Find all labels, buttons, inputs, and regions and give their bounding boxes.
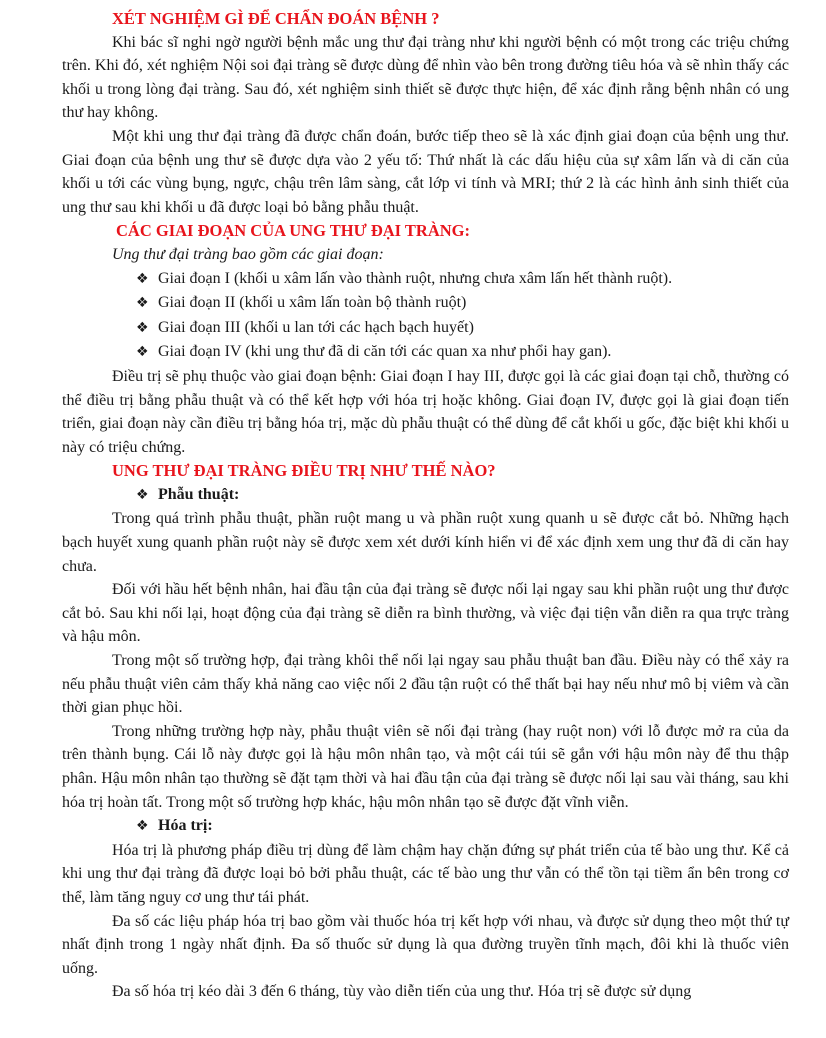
chemo-paragraph-3: Đa số hóa trị kéo dài 3 đến 6 tháng, tùy vào diễn tiến của ung thư. Hóa trị sẽ được sử dụng bbox=[112, 983, 692, 1001]
chemo-subheading bbox=[62, 814, 789, 839]
chemo-paragraph-2: Đa số các liệu pháp hóa trị bao gồm vài thuốc hóa trị kết hợp với nhau, và được sử dụng theo một thứ tự nhất định trong 1 ngày nhất định. Đa số thuốc sử dụng là qua đường truyền tĩnh mạch, đôi khi là thuốc viên uống. bbox=[62, 912, 789, 977]
diagnosis-paragraph-2: Một khi ung thư đại tràng đã được chẩn đoán, bước tiếp theo sẽ là xác định giai đoạn của bệnh ung thư. Giai đoạn của bệnh ung thư sẽ được dựa vào 2 yếu tố: Thứ nhất là các dấu hiệu của sự xâm lấn và di căn của khối u tới các vùng bụng, ngực, chậu trên lâm sàng, cắt lớp vi tính và MRI; thứ 2 là các hình ảnh sinh thiết của ung thư sau khi khối u đã được loại bỏ bằng phẫu thuật. bbox=[62, 127, 789, 216]
heading-treatment: UNG THƯ ĐẠI TRÀNG ĐIỀU TRỊ NHƯ THẾ NÀO? bbox=[112, 461, 496, 481]
diamond-bullet-icon: ❖ bbox=[136, 344, 149, 361]
surgery-subheading bbox=[62, 483, 789, 508]
list-item bbox=[136, 340, 789, 365]
list-item bbox=[136, 316, 789, 341]
stages-paragraph-1: Điều trị sẽ phụ thuộc vào giai đoạn bệnh: Giai đoạn I hay III, được gọi là các giai đoạn tại chỗ, thường có thể điều trị bằng phẫu thuật và có thể kết hợp với hóa trị hoặc không. Giai đoạn IV, được gọi là giai đoạn tiến triển, giai đoạn này cần điều trị bằng hóa trị, mặc dù phẫu thuật có thể dùng để cắt khối u gốc, đặc biệt khi khối u này có triệu chứng. bbox=[62, 367, 789, 456]
list-item bbox=[136, 291, 789, 316]
diamond-bullet-icon: ❖ bbox=[136, 295, 149, 312]
surgery-paragraph-2: Đối với hầu hết bệnh nhân, hai đầu tận của đại tràng sẽ được nối lại ngay sau khi phần ruột ung thư được cắt bỏ. Sau khi nối lại, hoạt động của đại tràng sẽ diễn ra bình thường, và việc đại tiện vẫn diễn ra qua trực tràng và hậu môn. bbox=[62, 581, 789, 646]
chemo-paragraph-1: Hóa trị là phương pháp điều trị dùng để làm chậm hay chặn đứng sự phát triển của tế bào ung thư. Kể cả khi ung thư đại tràng đã được loại bỏ bởi phẫu thuật, các tế bào ung thư vẫn có thể tồn tại tiềm ẩn bên trong cơ thể, làm tăng nguy cơ ung thư tái phát. bbox=[62, 841, 789, 906]
diamond-bullet-icon: ❖ bbox=[136, 270, 149, 287]
stages-intro: Ung thư đại tràng bao gồm các giai đoạn: bbox=[112, 245, 384, 263]
stage-label: Giai đoạn III (khối u lan tới các hạch bạch huyết) bbox=[158, 318, 474, 336]
diamond-bullet-icon: ❖ bbox=[136, 486, 149, 503]
heading-stages: CÁC GIAI ĐOẠN CỦA UNG THƯ ĐẠI TRÀNG: bbox=[116, 221, 471, 241]
chemo-title: Hóa trị: bbox=[158, 817, 213, 835]
stage-label: Giai đoạn IV (khi ung thư đã di căn tới các quan xa như phổi hay gan). bbox=[158, 343, 612, 361]
diagnosis-paragraph-1: Khi bác sĩ nghi ngờ người bệnh mắc ung thư đại tràng như khi người bệnh có một trong các triệu chứng trên. Khi đó, xét nghiệm Nội soi đại tràng sẽ được dùng để nhìn vào bên trong đường tiêu hóa và sẽ nhìn thấy các khối u trong lòng đại tràng. Sau đó, xét nghiệm sinh thiết sẽ được thực hiện, để xác định rằng bệnh nhân có ung thư hay không. bbox=[62, 33, 789, 122]
stages-list bbox=[62, 267, 789, 365]
surgery-paragraph-4: Trong những trường hợp này, phẫu thuật viên sẽ nối đại tràng (hay ruột non) với lỗ được mở ra của da trên thành bụng. Cái lỗ này được gọi là hậu môn nhân tạo, và một cái túi sẽ gắn với hậu môn này để thu thập phân. Hậu môn nhân tạo thường sẽ đặt tạm thời và hai đầu tận của đại tràng sẽ được nối lại sau vài tháng, sau khi hóa trị hoàn tất. Trong một số trường hợp khác, hậu môn nhân tạo sẽ được đặt vĩnh viễn. bbox=[62, 722, 789, 811]
stage-label: Giai đoạn II (khối u xâm lấn toàn bộ thành ruột) bbox=[158, 294, 467, 312]
stage-label: Giai đoạn I (khối u xâm lấn vào thành ruột, nhưng chưa xâm lấn hết thành ruột). bbox=[158, 269, 673, 287]
diamond-bullet-icon: ❖ bbox=[136, 818, 149, 835]
diamond-bullet-icon: ❖ bbox=[136, 319, 149, 336]
surgery-title: Phẫu thuật: bbox=[158, 485, 240, 503]
heading-diagnosis: XÉT NGHIỆM GÌ ĐỂ CHẨN ĐOÁN BỆNH ? bbox=[112, 9, 440, 28]
list-item bbox=[136, 267, 789, 292]
surgery-paragraph-3: Trong một số trường hợp, đại tràng khôi thể nối lại ngay sau phẫu thuật ban đầu. Điều này có thể xảy ra nếu phẫu thuật viên cảm thấy khả năng cao việc nối 2 đầu tận ruột có thể thất bại hay nếu như mô bị viêm và cần thời gian phục hồi. bbox=[62, 652, 789, 717]
surgery-paragraph-1: Trong quá trình phẫu thuật, phần ruột mang u và phần ruột xung quanh u sẽ được cắt bỏ. Những hạch bạch huyết xung quanh phần ruột này sẽ được xem xét dưới kính hiển vi để xác định xem ung thư đã di căn hay chưa. bbox=[62, 510, 789, 575]
